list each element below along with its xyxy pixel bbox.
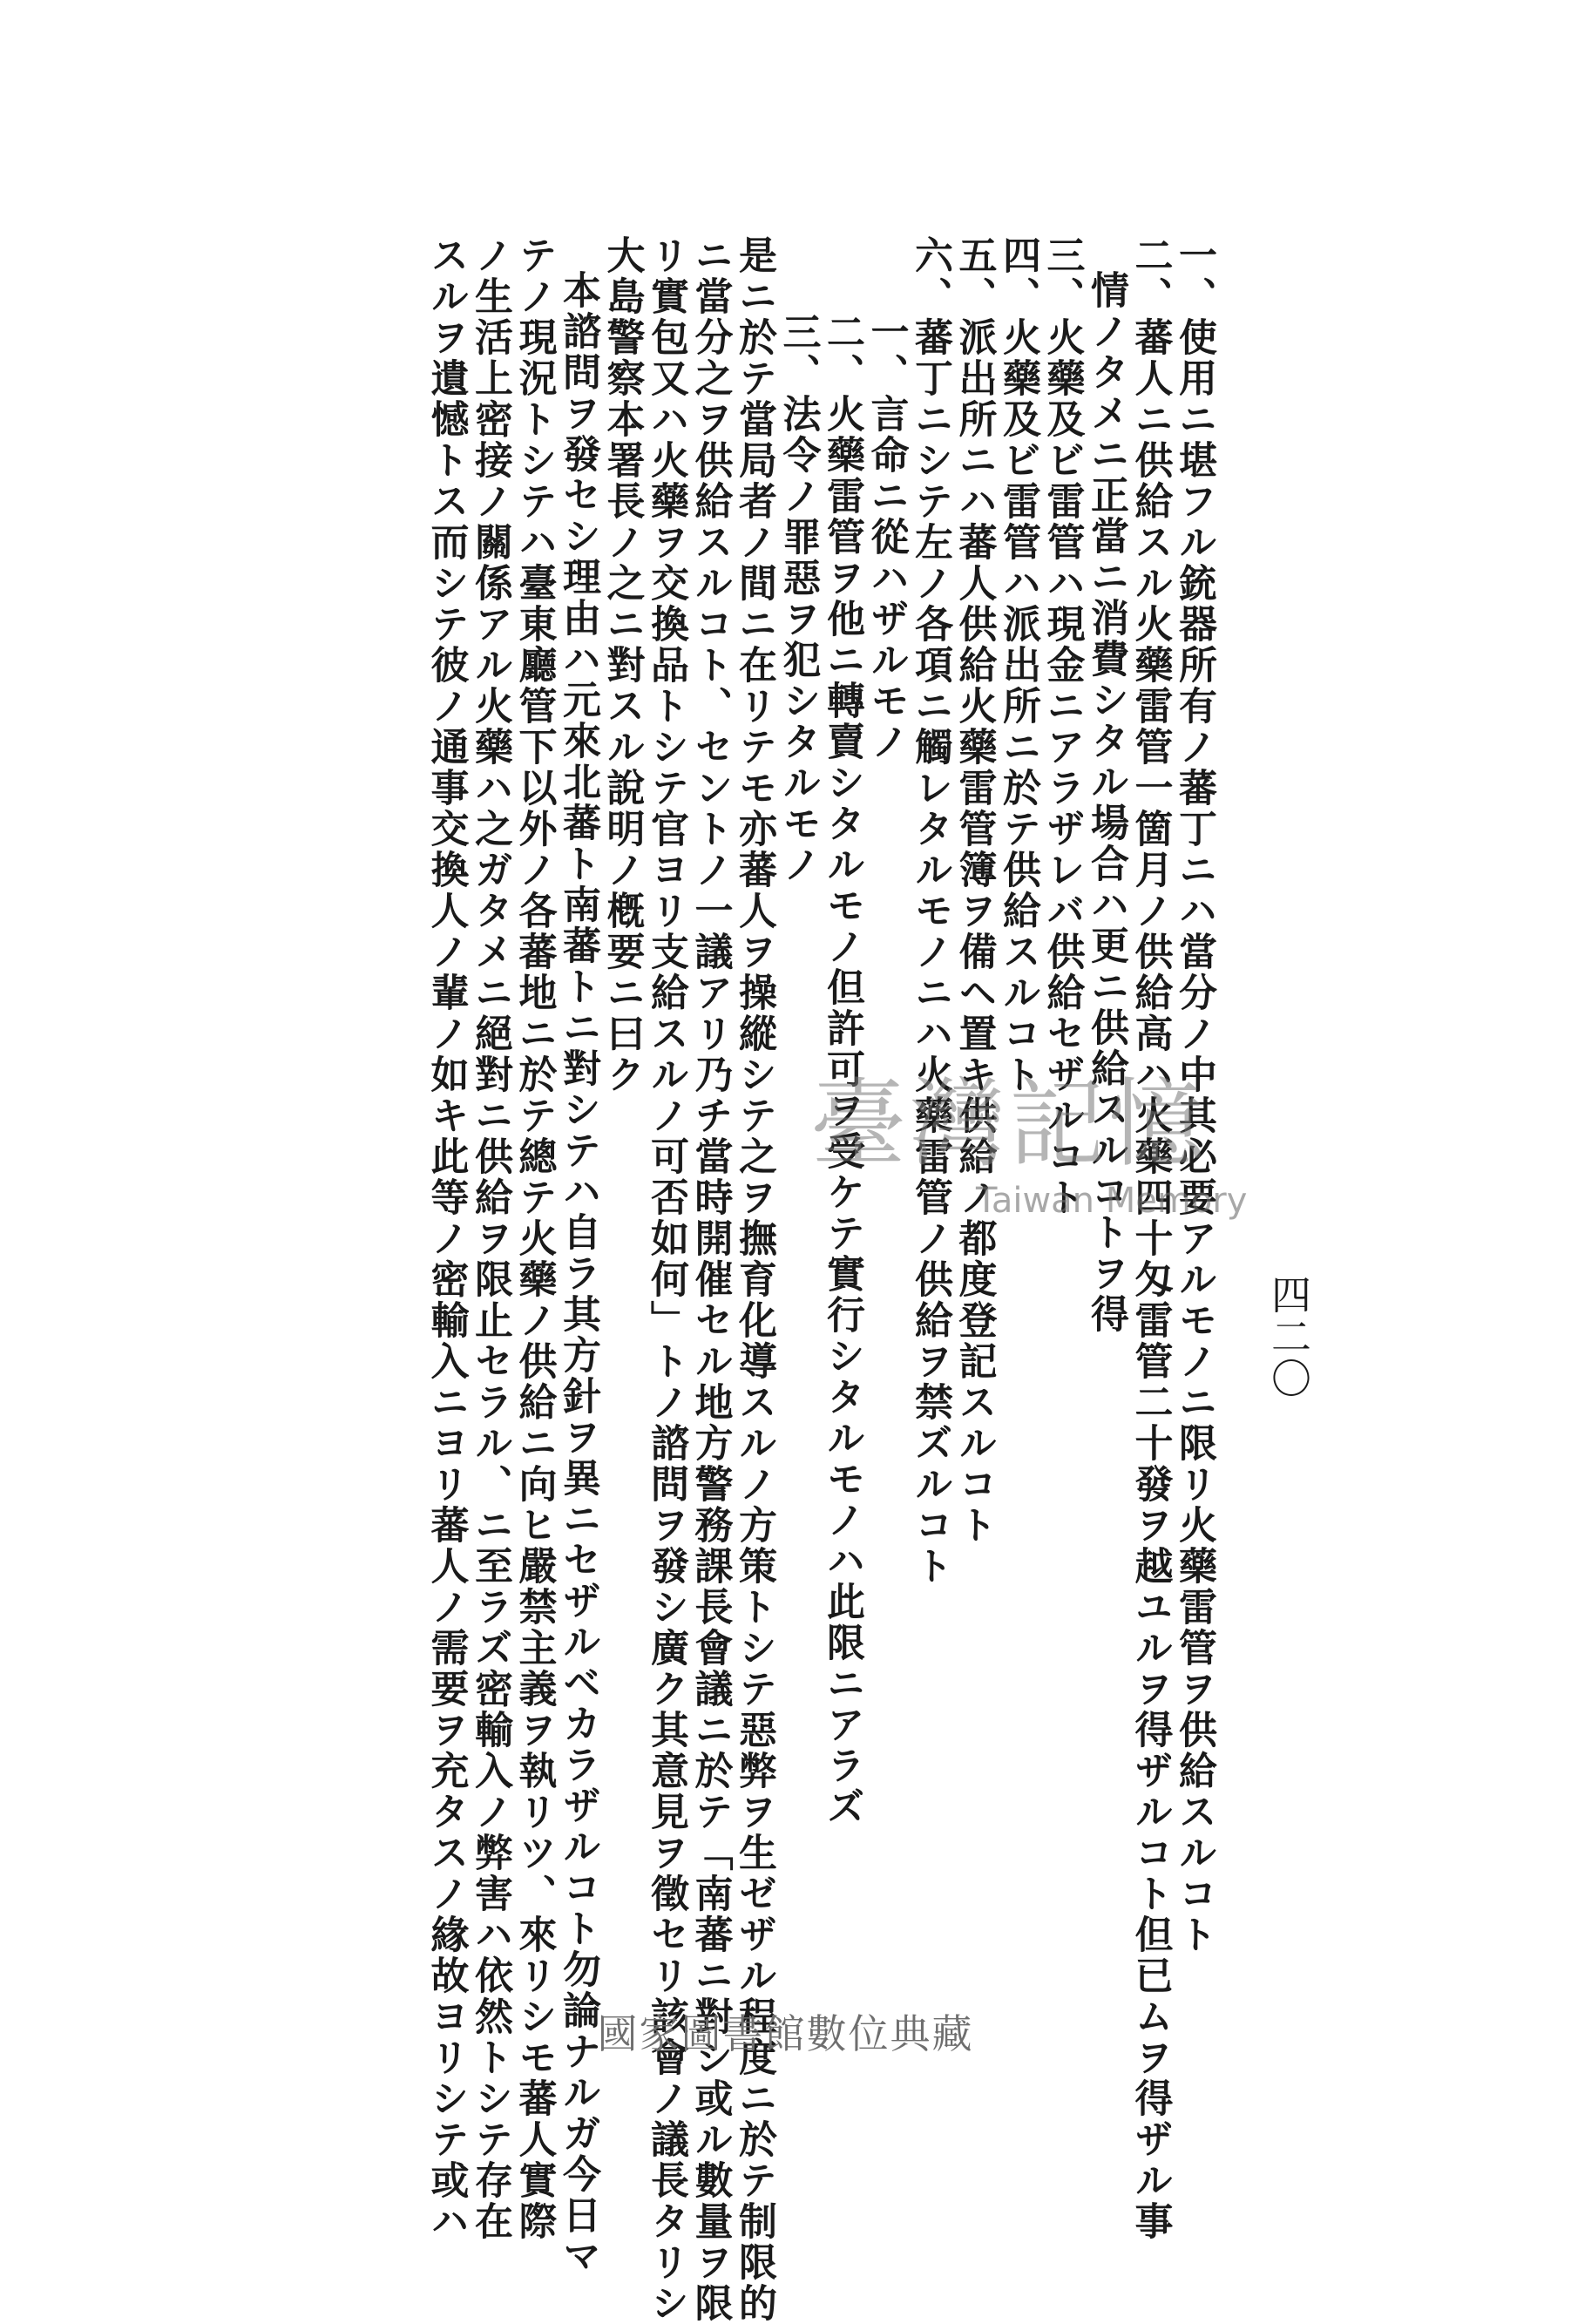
watermark-logo: 臺灣記憶 (810, 1068, 1208, 1180)
text-column: 大島警察本署長ノ之ニ對スル說明ノ槪要ニ曰ク (599, 235, 645, 1095)
text-column: 四、火藥及ビ雷管ハ派出所ニ於テ供給スルコト (996, 235, 1040, 1095)
text-column: 是ニ於テ當局者ノ間ニ在リテモ亦蕃人ヲ操縱シテ之ヲ撫育化導スルノ方策トシテ惡弊ヲ生ゼザル程度ニ於テ制限的 (732, 235, 776, 2324)
text-column: 二、火藥雷管ヲ他ニ轉賣シタルモノ但許可ヲ受ケテ實行シタルモノハ此限ニアラズ (820, 312, 864, 1827)
text-column: 一、言命ニ從ハザルモノ (863, 312, 909, 762)
text-column: ノ生活上密接ノ關係アル火藥ハ之ガタメニ絕對ニ供給ヲ限止セラル、ニ至ラズ密輸入ノ弊害ハ依然トシテ存在 (468, 235, 512, 2242)
text-column: 一、使用ニ堪フル銃器所有ノ蕃丁ニハ當分ノ中其必要アルモノニ限リ火藥雷管ヲ供給スルコト (1172, 235, 1216, 1955)
text-column: 情ノタメニ正當ニ消費シタル場合ハ更ニ供給スルコトヲ得 (1084, 270, 1128, 1335)
text-column: 三、火藥及ビ雷管ハ現金ニアラザレバ供給セザルコト (1039, 235, 1085, 1218)
text-column: 五、派出所ニハ蕃人供給火藥雷管簿ヲ備ヘ置キ供給ノ都度登記スルコト (951, 235, 997, 1546)
text-column: 二、蕃人ニ供給スル火藥雷管一箇月ノ供給高ハ火藥四十匁雷管二十發ヲ越ユルヲ得ザルコト但已ムヲ得ザル事 (1127, 235, 1173, 2242)
text-column: ニ當分之ヲ供給スルコト、セントノ一議アリ乃チ當時開催セル地方警務課長會議ニ於テ「南蕃ニ對シ或ル數量ヲ限 (687, 235, 733, 2324)
watermark-subtitle: Taiwan Memory (976, 1181, 1248, 1221)
text-column: 六、蕃丁ニシテ左ノ各項ニ觸レタルモノニハ火藥雷管ノ供給ヲ禁ズルコト (908, 235, 952, 1587)
text-column: テノ現況トシテハ臺東廳管下以外ノ各蕃地ニ於テ總テ火藥ノ供給ニ向ヒ嚴禁主義ヲ執リツ、來リシモ蕃人實際 (511, 235, 557, 2242)
text-column: 三、法令ノ罪惡ヲ犯シタルモノ (775, 312, 821, 885)
page-number: 四二〇 (1265, 1274, 1312, 1399)
text-column: 本諮問ヲ發セシ理由ハ元來北蕃ト南蕃トニ對シテハ自ラ其方針ヲ異ニセザルベカラザルコト勿論ナルガ今日マ (556, 270, 600, 2277)
text-column: リ實包又ハ火藥ヲ交換品トシテ官ヨリ支給スルノ可否如何」トノ諮問ヲ發シ廣ク其意見ヲ徵セリ該會ノ議長タリシ (644, 235, 688, 2324)
text-column: スルヲ遺憾トス而シテ彼ノ通事交換人ノ輩ノ如キ此等ノ密輸入ニヨリ蕃人ノ需要ヲ充タスノ緣故ヨリシテ或ハ (423, 235, 469, 2242)
footer-caption: 國家圖書館數位典藏 (597, 2010, 974, 2057)
